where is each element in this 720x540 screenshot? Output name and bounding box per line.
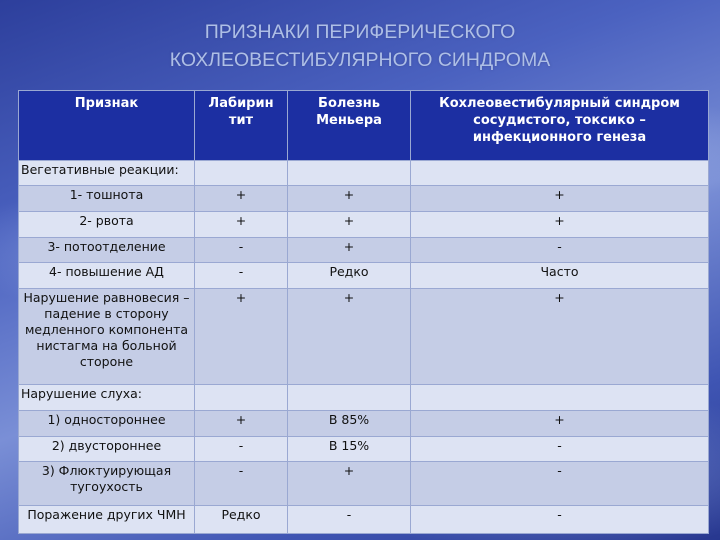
table-row <box>19 211 709 237</box>
row-vascular: - <box>411 237 709 263</box>
row-vascular: + <box>411 288 709 384</box>
title-line-1: ПРИЗНАКИ ПЕРИФЕРИЧЕСКОГО <box>204 21 516 43</box>
table-row <box>19 237 709 263</box>
slide-title <box>0 18 720 74</box>
header-vascular-syndrome: Кохлеовестибулярный синдром сосудистого, токсико – инфекционного генеза <box>411 91 709 161</box>
section-row <box>19 385 709 411</box>
section-vegetative: Вегетативные реакции: <box>19 160 195 186</box>
row-labyrinthitis: + <box>195 288 288 384</box>
table-row <box>19 436 709 462</box>
header-row <box>19 91 709 161</box>
row-sign: 1) одностороннее <box>19 410 195 436</box>
row-sign: Нарушение равновесия – падение в сторону медленного компонента нистагма на больной стороне <box>19 288 195 384</box>
section-row <box>19 160 709 186</box>
row-meniere: + <box>288 462 411 506</box>
table-row <box>19 410 709 436</box>
row-sign: Поражение других ЧМН <box>19 506 195 534</box>
row-meniere: - <box>288 506 411 534</box>
row-meniere: В 85% <box>288 410 411 436</box>
row-meniere: + <box>288 211 411 237</box>
row-vascular: + <box>411 410 709 436</box>
header-meniere: Болезнь Меньера <box>288 91 411 161</box>
row-labyrinthitis: - <box>195 237 288 263</box>
row-vascular: - <box>411 462 709 506</box>
row-sign: 1- тошнота <box>19 186 195 212</box>
row-sign: 2- рвота <box>19 211 195 237</box>
row-vascular: - <box>411 436 709 462</box>
row-labyrinthitis: + <box>195 410 288 436</box>
row-labyrinthitis: - <box>195 436 288 462</box>
symptoms-table <box>18 90 709 534</box>
row-vascular: Часто <box>411 263 709 289</box>
section-hearing: Нарушение слуха: <box>19 385 195 411</box>
header-labyrinthitis: Лабирин тит <box>195 91 288 161</box>
row-meniere: Редко <box>288 263 411 289</box>
row-sign: 3- потоотделение <box>19 237 195 263</box>
row-labyrinthitis: + <box>195 186 288 212</box>
row-sign: 3) Флюктуирующая тугоухость <box>19 462 195 506</box>
row-labyrinthitis: - <box>195 462 288 506</box>
row-labyrinthitis: - <box>195 263 288 289</box>
row-labyrinthitis: Редко <box>195 506 288 534</box>
row-meniere: + <box>288 186 411 212</box>
row-vascular: + <box>411 186 709 212</box>
title-line-2: КОХЛЕОВЕСТИБУЛЯРНОГО СИНДРОМА <box>169 49 551 71</box>
row-labyrinthitis: + <box>195 211 288 237</box>
table-row <box>19 288 709 384</box>
table-row <box>19 186 709 212</box>
row-meniere: В 15% <box>288 436 411 462</box>
table-row <box>19 462 709 506</box>
table-row <box>19 263 709 289</box>
row-vascular: + <box>411 211 709 237</box>
table-row <box>19 506 709 534</box>
row-meniere: + <box>288 288 411 384</box>
row-sign: 2) двустороннее <box>19 436 195 462</box>
header-sign: Признак <box>19 91 195 161</box>
row-meniere: + <box>288 237 411 263</box>
row-sign: 4- повышение АД <box>19 263 195 289</box>
row-vascular: - <box>411 506 709 534</box>
